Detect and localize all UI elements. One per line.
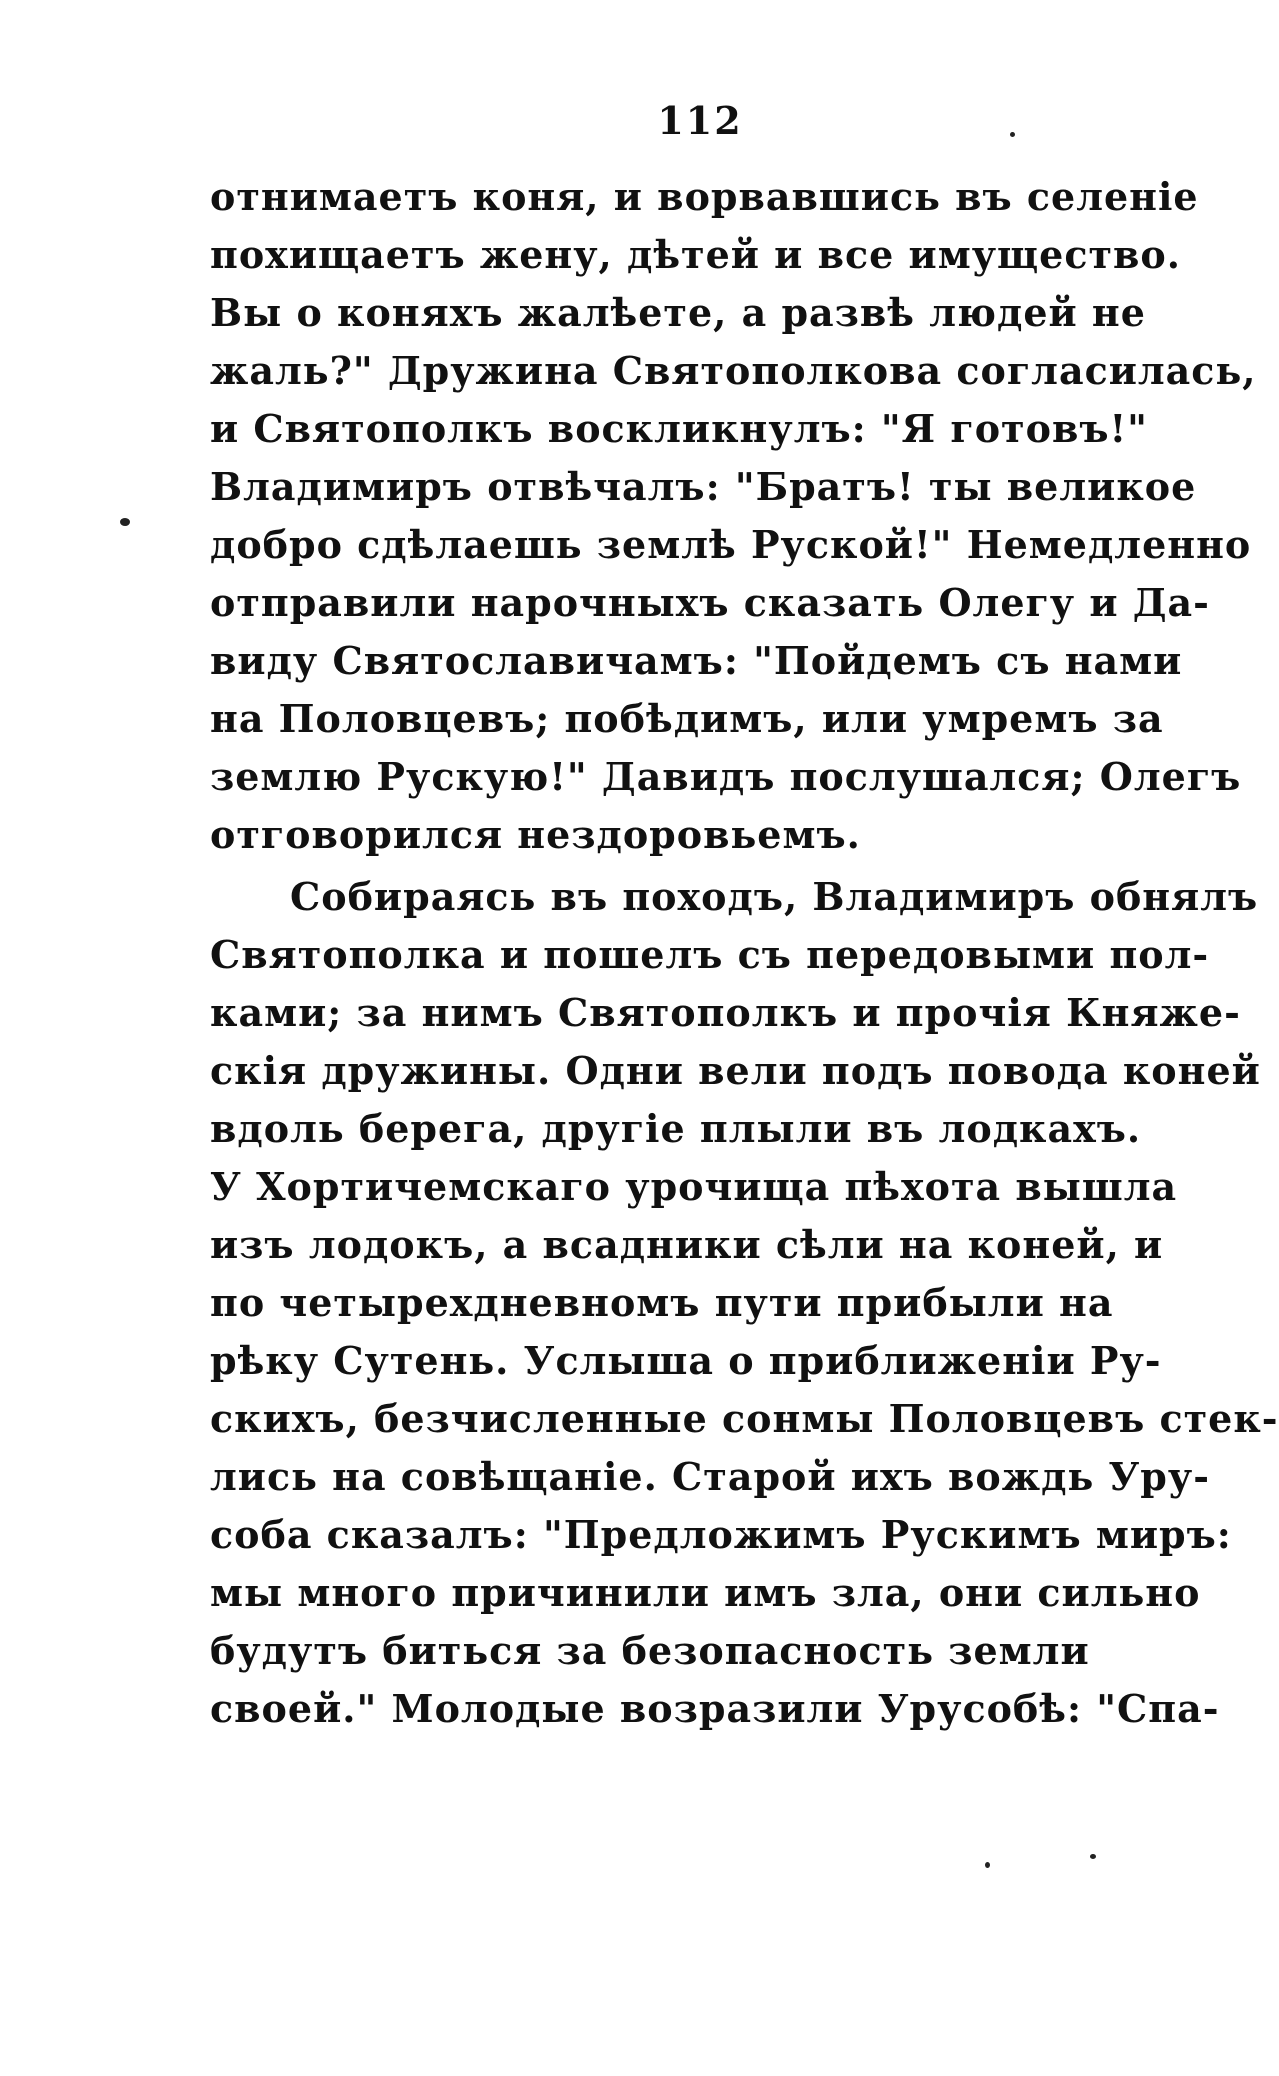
text-line: по четырехдневномъ пути прибыли на (210, 1280, 1114, 1325)
page-number: 112 (657, 98, 743, 143)
text-line: рѣку Сутень. Услыша о приближеніи Ру- (210, 1338, 1162, 1383)
paragraph-start-line: Собираясь въ походъ, Владимиръ обнялъ (290, 874, 1259, 919)
text-line: мы много причинили имъ зла, они сильно (210, 1570, 1201, 1615)
scan-speck (1010, 132, 1015, 137)
text-line: своей." Молодые возразили Урусобѣ: "Спа- (210, 1686, 1220, 1731)
text-line: У Хортичемскаго урочища пѣхота вышла (210, 1164, 1178, 1209)
body-text (210, 168, 1279, 1738)
text-line: добро сдѣлаешь землѣ Руской!" Немедленно (210, 522, 1252, 567)
text-line: отговорился нездоровьемъ. (210, 812, 861, 857)
text-line: на Половцевъ; побѣдимъ, или умремъ за (210, 696, 1164, 741)
text-line: скія дружины. Одни вели подъ повода коней (210, 1048, 1261, 1093)
text-line: соба сказалъ: "Предложимъ Рускимъ миръ: (210, 1512, 1232, 1557)
text-line: Вы о коняхъ жалѣете, а развѣ людей не (210, 290, 1146, 335)
text-line: Владимиръ отвѣчалъ: "Братъ! ты великое (210, 464, 1197, 509)
scan-speck (120, 518, 130, 526)
text-line: лись на совѣщаніе. Старой ихъ вождь Уру- (210, 1454, 1210, 1499)
text-line: будутъ биться за безопасность земли (210, 1628, 1090, 1673)
text-line: отправили нарочныхъ сказать Олегу и Да- (210, 580, 1210, 625)
text-line: отнимаетъ коня, и ворвавшись въ селеніе (210, 174, 1199, 219)
text-line: вдоль берега, другіе плыли въ лодкахъ. (210, 1106, 1142, 1151)
text-line: и Святополкъ воскликнулъ: "Я готовъ!" (210, 406, 1148, 451)
text-line: жаль?" Дружина Святополкова согласилась, (210, 348, 1257, 393)
text-line: виду Святославичамъ: "Пойдемъ съ нами (210, 638, 1183, 683)
scan-speck (1090, 1854, 1096, 1859)
text-line: Святополка и пошелъ съ передовыми пол- (210, 932, 1210, 977)
text-line: землю Рускую!" Давидъ послушался; Олегъ (210, 754, 1242, 799)
text-line: ками; за нимъ Святополкъ и прочія Княже- (210, 990, 1241, 1035)
text-line: похищаетъ жену, дѣтей и все имущество. (210, 232, 1182, 277)
scan-speck (985, 1862, 990, 1868)
text-line: изъ лодокъ, а всадники сѣли на коней, и (210, 1222, 1164, 1267)
text-line: скихъ, безчисленные сонмы Половцевъ стек- (210, 1396, 1279, 1441)
